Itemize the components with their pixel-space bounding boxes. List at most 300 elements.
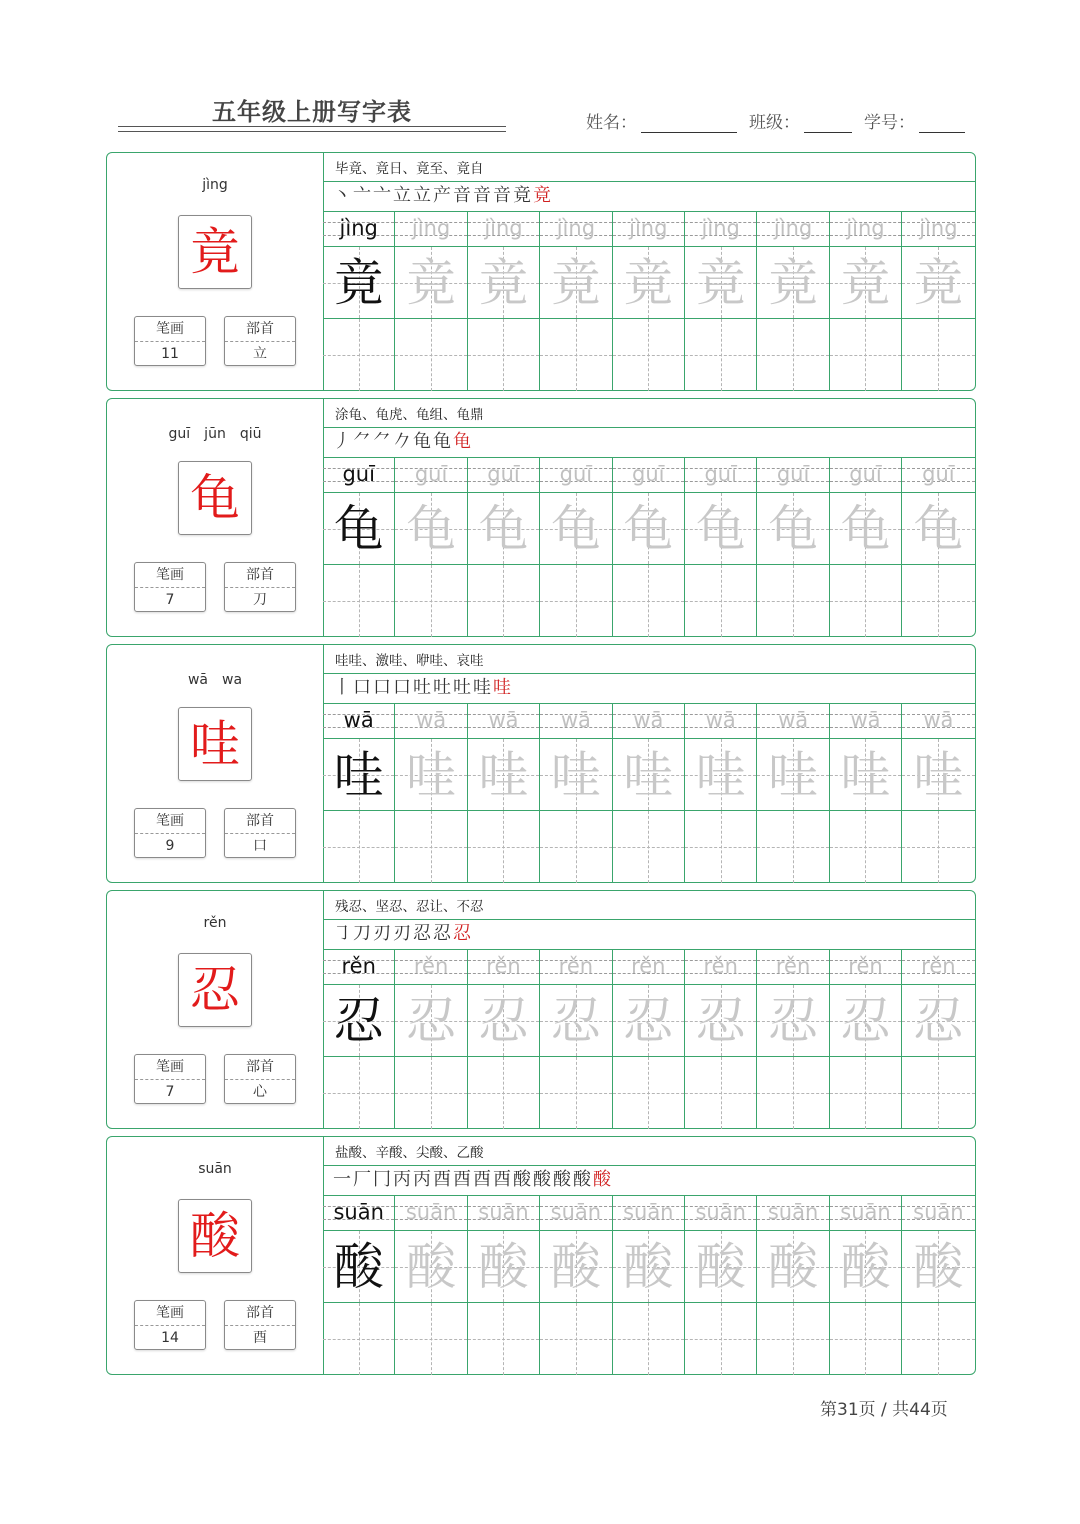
character-text: 哇 bbox=[333, 746, 384, 804]
character-card bbox=[106, 398, 976, 637]
stroke-count-box bbox=[134, 808, 206, 858]
radical-box bbox=[224, 562, 296, 612]
stroke-step: 丨 bbox=[333, 677, 353, 698]
character-text: 酸 bbox=[913, 1238, 964, 1296]
stroke-step: 酉 bbox=[433, 1169, 453, 1190]
pinyin-practice-cell[interactable] bbox=[613, 211, 685, 247]
empty-practice-cell[interactable] bbox=[902, 811, 974, 883]
pinyin-text: rěn bbox=[486, 954, 521, 978]
character-practice-cell[interactable] bbox=[685, 1231, 757, 1303]
pinyin-text: rěn bbox=[848, 954, 883, 978]
character-text: 竟 bbox=[406, 254, 457, 312]
pinyin-text: guī bbox=[776, 462, 810, 486]
stroke-step: 忍 bbox=[413, 923, 433, 944]
character-info-panel bbox=[107, 891, 324, 1128]
stroke-step: 音 bbox=[493, 185, 513, 206]
pinyin-practice-cell[interactable] bbox=[540, 1195, 612, 1231]
pinyin-text: wā bbox=[778, 708, 809, 732]
stroke-count-label: 笔画 bbox=[135, 563, 205, 588]
pinyin-text: suān bbox=[550, 1200, 602, 1224]
stroke-step: 亠 bbox=[353, 185, 373, 206]
empty-practice-cell[interactable] bbox=[540, 319, 612, 391]
pinyin-practice-cell[interactable] bbox=[323, 949, 395, 985]
pinyin-text: wā bbox=[923, 708, 954, 732]
pinyin-practice-cell[interactable] bbox=[468, 211, 540, 247]
character-text: 龟 bbox=[913, 500, 964, 558]
pinyin-practice-cell[interactable] bbox=[757, 457, 829, 493]
empty-practice-cell[interactable] bbox=[395, 565, 467, 637]
character-practice-cell[interactable] bbox=[540, 493, 612, 565]
pinyin-text: guī bbox=[922, 462, 955, 486]
pinyin-text: jìng bbox=[629, 216, 668, 240]
character-practice-cell[interactable] bbox=[685, 985, 757, 1057]
stroke-count-box bbox=[134, 1054, 206, 1104]
pinyin-text: jìng bbox=[846, 216, 885, 240]
stroke-count-value: 11 bbox=[161, 346, 179, 362]
example-words: 盐酸、辛酸、尖酸、乙酸 bbox=[335, 1145, 484, 1161]
pinyin-practice-cell[interactable] bbox=[613, 703, 685, 739]
pinyin-practice-cell[interactable] bbox=[395, 457, 467, 493]
character-practice-cell[interactable] bbox=[395, 493, 467, 565]
empty-practice-cell[interactable] bbox=[395, 319, 467, 391]
character-text: 哇 bbox=[406, 746, 457, 804]
radical-label: 部首 bbox=[225, 1055, 295, 1080]
character-practice-cell[interactable] bbox=[757, 739, 829, 811]
pinyin-text: suān bbox=[695, 1200, 746, 1224]
stroke-step: 哇 bbox=[473, 677, 493, 698]
class-field[interactable] bbox=[804, 112, 852, 133]
stroke-step: 厂 bbox=[353, 1169, 373, 1190]
empty-practice-cell[interactable] bbox=[613, 1057, 685, 1129]
pinyin-practice-cell[interactable] bbox=[540, 949, 612, 985]
stroke-count-box bbox=[134, 1300, 206, 1350]
pinyin-text: jìng bbox=[339, 216, 378, 240]
character-text: 忍 bbox=[695, 992, 746, 1050]
pinyin-practice-cell[interactable] bbox=[757, 1195, 829, 1231]
character-pinyin: rěn bbox=[203, 915, 227, 931]
class-label: 班级： bbox=[749, 113, 800, 133]
pinyin-text: suān bbox=[623, 1200, 674, 1224]
character-text: 竟 bbox=[478, 254, 529, 312]
pinyin-practice-cell[interactable] bbox=[830, 457, 902, 493]
empty-practice-cell[interactable] bbox=[830, 1303, 902, 1375]
stroke-step: 吐 bbox=[413, 677, 433, 698]
character-text: 竟 bbox=[695, 254, 746, 312]
character-text: 酸 bbox=[550, 1238, 601, 1296]
empty-practice-cell[interactable] bbox=[685, 1057, 757, 1129]
character-text: 竟 bbox=[768, 254, 819, 312]
pinyin-practice-cell[interactable] bbox=[395, 949, 467, 985]
stroke-count-value: 7 bbox=[165, 592, 175, 608]
empty-practice-cell[interactable] bbox=[468, 319, 540, 391]
character-practice-cell[interactable] bbox=[323, 739, 395, 811]
pinyin-practice-cell[interactable] bbox=[395, 1195, 467, 1231]
character-info-panel bbox=[107, 153, 324, 390]
character-glyph: 哇 bbox=[190, 715, 240, 773]
stroke-step: 丶 bbox=[333, 185, 353, 206]
character-practice-cell[interactable] bbox=[540, 739, 612, 811]
pinyin-text: guī bbox=[414, 462, 448, 486]
pinyin-text: wā bbox=[850, 708, 881, 732]
character-practice-cell[interactable] bbox=[323, 493, 395, 565]
empty-practice-cell[interactable] bbox=[902, 319, 974, 391]
pinyin-practice-cell[interactable] bbox=[830, 1195, 902, 1231]
stroke-step: 龟 bbox=[433, 431, 453, 452]
practice-grid bbox=[323, 211, 975, 391]
stroke-step: ⺈ bbox=[353, 431, 373, 452]
pinyin-practice-cell[interactable] bbox=[902, 457, 974, 493]
empty-practice-cell[interactable] bbox=[902, 1303, 974, 1375]
pinyin-text: suān bbox=[333, 1200, 384, 1224]
empty-practice-cell[interactable] bbox=[757, 1057, 829, 1129]
pinyin-text: rěn bbox=[413, 954, 449, 978]
character-text: 忍 bbox=[333, 992, 384, 1050]
pinyin-text: guī bbox=[704, 462, 737, 486]
stroke-step: 吐 bbox=[433, 677, 453, 698]
stroke-step: 酸 bbox=[513, 1169, 533, 1190]
character-practice-cell[interactable] bbox=[323, 985, 395, 1057]
empty-practice-cell[interactable] bbox=[685, 811, 757, 883]
stroke-step: 亠 bbox=[373, 185, 393, 206]
stroke-step: 音 bbox=[453, 185, 473, 206]
character-practice-cell[interactable] bbox=[468, 1231, 540, 1303]
character-practice-cell[interactable] bbox=[395, 247, 467, 319]
empty-practice-cell[interactable] bbox=[540, 565, 612, 637]
empty-practice-cell[interactable] bbox=[685, 319, 757, 391]
character-practice-cell[interactable] bbox=[468, 985, 540, 1057]
stroke-step: 冂 bbox=[373, 1169, 393, 1190]
stroke-count-value: 14 bbox=[161, 1330, 179, 1346]
pinyin-practice-cell[interactable] bbox=[685, 457, 757, 493]
pinyin-practice-cell[interactable] bbox=[757, 211, 829, 247]
pinyin-practice-cell[interactable] bbox=[830, 703, 902, 739]
character-text: 龟 bbox=[406, 500, 457, 558]
character-practice-cell[interactable] bbox=[685, 493, 757, 565]
character-text: 龟 bbox=[623, 500, 674, 558]
character-practice-cell[interactable] bbox=[685, 739, 757, 811]
empty-practice-cell[interactable] bbox=[757, 1303, 829, 1375]
character-card bbox=[106, 152, 976, 391]
pinyin-practice-cell[interactable] bbox=[902, 703, 974, 739]
pinyin-practice-cell[interactable] bbox=[323, 1195, 395, 1231]
character-practice-cell[interactable] bbox=[468, 739, 540, 811]
stroke-step: 酸 bbox=[533, 1169, 553, 1190]
character-text: 竟 bbox=[840, 254, 891, 312]
stroke-count-value: 9 bbox=[165, 838, 175, 854]
character-text: 酸 bbox=[695, 1238, 746, 1296]
pinyin-practice-cell[interactable] bbox=[685, 1195, 757, 1231]
example-words: 残忍、坚忍、忍让、不忍 bbox=[335, 899, 484, 915]
pinyin-practice-cell[interactable] bbox=[323, 457, 395, 493]
empty-practice-cell[interactable] bbox=[685, 1303, 757, 1375]
stroke-step: 音 bbox=[473, 185, 493, 206]
radical-value: 口 bbox=[253, 838, 267, 854]
stroke-step: 龟 bbox=[413, 431, 433, 452]
character-display-box bbox=[178, 707, 252, 781]
character-practice-cell[interactable] bbox=[468, 247, 540, 319]
character-practice-cell[interactable] bbox=[540, 247, 612, 319]
stroke-step: 立 bbox=[413, 185, 433, 206]
empty-practice-cell[interactable] bbox=[902, 1057, 974, 1129]
pinyin-text: wā bbox=[560, 708, 591, 732]
empty-practice-cell[interactable] bbox=[613, 811, 685, 883]
character-text: 竟 bbox=[623, 254, 674, 312]
character-practice-cell[interactable] bbox=[613, 493, 685, 565]
stroke-step: 龟 bbox=[453, 431, 473, 452]
pinyin-practice-cell[interactable] bbox=[757, 703, 829, 739]
empty-practice-cell[interactable] bbox=[323, 811, 395, 883]
character-practice-cell[interactable] bbox=[830, 493, 902, 565]
stroke-step: 刃 bbox=[393, 923, 413, 944]
pinyin-practice-cell[interactable] bbox=[757, 949, 829, 985]
empty-practice-cell[interactable] bbox=[685, 565, 757, 637]
character-text: 龟 bbox=[478, 500, 529, 558]
name-label: 姓名： bbox=[586, 113, 637, 133]
pinyin-practice-cell[interactable] bbox=[613, 949, 685, 985]
character-practice-cell[interactable] bbox=[757, 1231, 829, 1303]
radical-box bbox=[224, 316, 296, 366]
stroke-order bbox=[333, 1165, 613, 1191]
radical-box bbox=[224, 808, 296, 858]
character-text: 忍 bbox=[840, 992, 891, 1050]
pinyin-text: rěn bbox=[631, 954, 666, 978]
stroke-step: 酸 bbox=[573, 1169, 593, 1190]
empty-practice-cell[interactable] bbox=[830, 1057, 902, 1129]
empty-practice-cell[interactable] bbox=[468, 811, 540, 883]
character-practice-cell[interactable] bbox=[613, 247, 685, 319]
radical-label: 部首 bbox=[225, 1301, 295, 1326]
character-practice-cell[interactable] bbox=[757, 493, 829, 565]
stroke-count-label: 笔画 bbox=[135, 1301, 205, 1326]
pinyin-text: jìng bbox=[411, 216, 451, 240]
character-practice-cell[interactable] bbox=[902, 739, 974, 811]
pinyin-practice-cell[interactable] bbox=[395, 703, 467, 739]
pinyin-text: rěn bbox=[341, 954, 376, 978]
character-text: 竟 bbox=[550, 254, 601, 312]
title-underline-2 bbox=[118, 131, 506, 132]
character-text: 忍 bbox=[913, 992, 964, 1050]
character-display-box bbox=[178, 1199, 252, 1273]
pinyin-practice-cell[interactable] bbox=[685, 703, 757, 739]
character-practice-cell[interactable] bbox=[830, 985, 902, 1057]
character-text: 忍 bbox=[406, 992, 457, 1050]
character-text: 竟 bbox=[913, 254, 964, 312]
character-practice-cell[interactable] bbox=[902, 493, 974, 565]
pinyin-practice-cell[interactable] bbox=[830, 211, 902, 247]
pinyin-text: wā bbox=[343, 708, 374, 732]
character-practice-cell[interactable] bbox=[468, 493, 540, 565]
character-text: 哇 bbox=[478, 746, 529, 804]
character-text: 忍 bbox=[768, 992, 819, 1050]
character-practice-cell[interactable] bbox=[323, 1231, 395, 1303]
stroke-step: 刀 bbox=[353, 923, 373, 944]
character-practice-cell[interactable] bbox=[613, 739, 685, 811]
pinyin-text: wā bbox=[488, 708, 519, 732]
character-glyph: 酸 bbox=[190, 1207, 240, 1265]
character-practice-cell[interactable] bbox=[540, 985, 612, 1057]
empty-practice-cell[interactable] bbox=[323, 1057, 395, 1129]
pinyin-practice-cell[interactable] bbox=[323, 211, 395, 247]
radical-value: 立 bbox=[253, 346, 267, 362]
stroke-step: 酉 bbox=[453, 1169, 473, 1190]
pinyin-practice-cell[interactable] bbox=[468, 457, 540, 493]
pinyin-practice-cell[interactable] bbox=[613, 457, 685, 493]
pinyin-text: suān bbox=[405, 1200, 457, 1224]
character-practice-cell[interactable] bbox=[685, 247, 757, 319]
pinyin-practice-cell[interactable] bbox=[540, 211, 612, 247]
character-practice-cell[interactable] bbox=[902, 1231, 974, 1303]
stroke-step: ⺈ bbox=[373, 431, 393, 452]
pinyin-practice-cell[interactable] bbox=[540, 703, 612, 739]
stroke-step: 酸 bbox=[553, 1169, 573, 1190]
empty-practice-cell[interactable] bbox=[395, 1303, 467, 1375]
empty-practice-cell[interactable] bbox=[757, 319, 829, 391]
example-words: 涂龟、龟虎、龟组、龟鼎 bbox=[335, 407, 484, 423]
empty-practice-cell[interactable] bbox=[757, 565, 829, 637]
student-info bbox=[586, 108, 965, 133]
stroke-step: 丙 bbox=[393, 1169, 413, 1190]
pinyin-practice-cell[interactable] bbox=[685, 949, 757, 985]
empty-practice-cell[interactable] bbox=[540, 811, 612, 883]
character-text: 龟 bbox=[333, 500, 384, 558]
pinyin-practice-cell[interactable] bbox=[902, 949, 974, 985]
stroke-count-box bbox=[134, 316, 206, 366]
character-practice-cell[interactable] bbox=[613, 985, 685, 1057]
character-text: 竟 bbox=[333, 254, 384, 312]
pinyin-text: jìng bbox=[556, 216, 596, 240]
character-practice-cell[interactable] bbox=[613, 1231, 685, 1303]
pinyin-text: wā bbox=[705, 708, 736, 732]
stroke-count-label: 笔画 bbox=[135, 809, 205, 834]
character-pinyin: guī jūn qiū bbox=[168, 426, 262, 442]
character-text: 哇 bbox=[768, 746, 819, 804]
character-practice-cell[interactable] bbox=[902, 247, 974, 319]
pinyin-text: guī bbox=[632, 462, 665, 486]
pinyin-text: suān bbox=[478, 1200, 529, 1224]
character-text: 龟 bbox=[840, 500, 891, 558]
pinyin-practice-cell[interactable] bbox=[395, 211, 467, 247]
character-glyph: 竟 bbox=[190, 223, 240, 281]
empty-practice-cell[interactable] bbox=[323, 1303, 395, 1375]
stroke-step: 口 bbox=[373, 677, 393, 698]
empty-practice-cell[interactable] bbox=[468, 1057, 540, 1129]
character-practice-cell[interactable] bbox=[830, 247, 902, 319]
character-practice-cell[interactable] bbox=[757, 985, 829, 1057]
empty-practice-cell[interactable] bbox=[830, 565, 902, 637]
empty-practice-cell[interactable] bbox=[830, 811, 902, 883]
pinyin-practice-cell[interactable] bbox=[613, 1195, 685, 1231]
id-field[interactable] bbox=[919, 112, 965, 133]
radical-label: 部首 bbox=[225, 809, 295, 834]
character-glyph: 龟 bbox=[190, 469, 240, 527]
empty-practice-cell[interactable] bbox=[468, 1303, 540, 1375]
character-practice-cell[interactable] bbox=[395, 985, 467, 1057]
pinyin-practice-cell[interactable] bbox=[902, 1195, 974, 1231]
empty-practice-cell[interactable] bbox=[540, 1303, 612, 1375]
stroke-step: ㇆ bbox=[333, 923, 353, 944]
pinyin-text: suān bbox=[840, 1200, 891, 1224]
character-glyph: 忍 bbox=[190, 961, 240, 1019]
pinyin-text: rěn bbox=[558, 954, 594, 978]
empty-practice-cell[interactable] bbox=[540, 1057, 612, 1129]
character-practice-cell[interactable] bbox=[323, 247, 395, 319]
character-text: 龟 bbox=[695, 500, 746, 558]
stroke-step: 产 bbox=[433, 185, 453, 206]
character-card bbox=[106, 1136, 976, 1375]
character-text: 龟 bbox=[768, 500, 819, 558]
character-practice-cell[interactable] bbox=[830, 1231, 902, 1303]
radical-value: 刀 bbox=[253, 592, 267, 608]
pinyin-text: rěn bbox=[921, 954, 956, 978]
empty-practice-cell[interactable] bbox=[902, 565, 974, 637]
character-text: 哇 bbox=[840, 746, 891, 804]
character-practice-cell[interactable] bbox=[395, 1231, 467, 1303]
character-text: 酸 bbox=[406, 1238, 457, 1296]
stroke-count-label: 笔画 bbox=[135, 317, 205, 342]
character-text: 忍 bbox=[478, 992, 529, 1050]
pinyin-practice-cell[interactable] bbox=[468, 703, 540, 739]
character-text: 酸 bbox=[478, 1238, 529, 1296]
pinyin-practice-cell[interactable] bbox=[468, 1195, 540, 1231]
radical-box bbox=[224, 1054, 296, 1104]
radical-value: 酉 bbox=[253, 1330, 267, 1346]
name-field[interactable] bbox=[641, 112, 737, 133]
character-practice-cell[interactable] bbox=[830, 739, 902, 811]
pinyin-text: guī bbox=[342, 462, 375, 486]
pinyin-text: suān bbox=[767, 1200, 819, 1224]
stroke-count-label: 笔画 bbox=[135, 1055, 205, 1080]
pinyin-practice-cell[interactable] bbox=[830, 949, 902, 985]
character-pinyin: suān bbox=[198, 1161, 232, 1177]
pinyin-practice-cell[interactable] bbox=[685, 211, 757, 247]
stroke-step: 酸 bbox=[593, 1169, 613, 1190]
pinyin-text: jìng bbox=[701, 216, 740, 240]
empty-practice-cell[interactable] bbox=[613, 319, 685, 391]
empty-practice-cell[interactable] bbox=[613, 565, 685, 637]
character-practice-cell[interactable] bbox=[540, 1231, 612, 1303]
pinyin-practice-cell[interactable] bbox=[902, 211, 974, 247]
empty-practice-cell[interactable] bbox=[323, 319, 395, 391]
character-practice-cell[interactable] bbox=[902, 985, 974, 1057]
pinyin-text: guī bbox=[559, 462, 593, 486]
empty-practice-cell[interactable] bbox=[323, 565, 395, 637]
example-words: 哇哇、激哇、咿哇、哀哇 bbox=[335, 653, 484, 669]
pinyin-practice-cell[interactable] bbox=[468, 949, 540, 985]
character-text: 哇 bbox=[550, 746, 601, 804]
empty-practice-cell[interactable] bbox=[395, 811, 467, 883]
pinyin-text: guī bbox=[849, 462, 882, 486]
practice-grid bbox=[323, 457, 975, 637]
page-number: 第31页 / 共44页 bbox=[820, 1400, 948, 1420]
character-practice-cell[interactable] bbox=[395, 739, 467, 811]
pinyin-practice-cell[interactable] bbox=[540, 457, 612, 493]
character-text: 哇 bbox=[913, 746, 964, 804]
character-practice-cell[interactable] bbox=[757, 247, 829, 319]
pinyin-text: rěn bbox=[703, 954, 738, 978]
empty-practice-cell[interactable] bbox=[468, 565, 540, 637]
character-text: 龟 bbox=[550, 500, 601, 558]
pinyin-text: jìng bbox=[919, 216, 958, 240]
empty-practice-cell[interactable] bbox=[613, 1303, 685, 1375]
empty-practice-cell[interactable] bbox=[395, 1057, 467, 1129]
pinyin-practice-cell[interactable] bbox=[323, 703, 395, 739]
empty-practice-cell[interactable] bbox=[830, 319, 902, 391]
character-info-panel bbox=[107, 399, 324, 636]
empty-practice-cell[interactable] bbox=[757, 811, 829, 883]
stroke-step: 𠂊 bbox=[393, 431, 413, 452]
character-card bbox=[106, 644, 976, 883]
stroke-order bbox=[333, 673, 513, 699]
